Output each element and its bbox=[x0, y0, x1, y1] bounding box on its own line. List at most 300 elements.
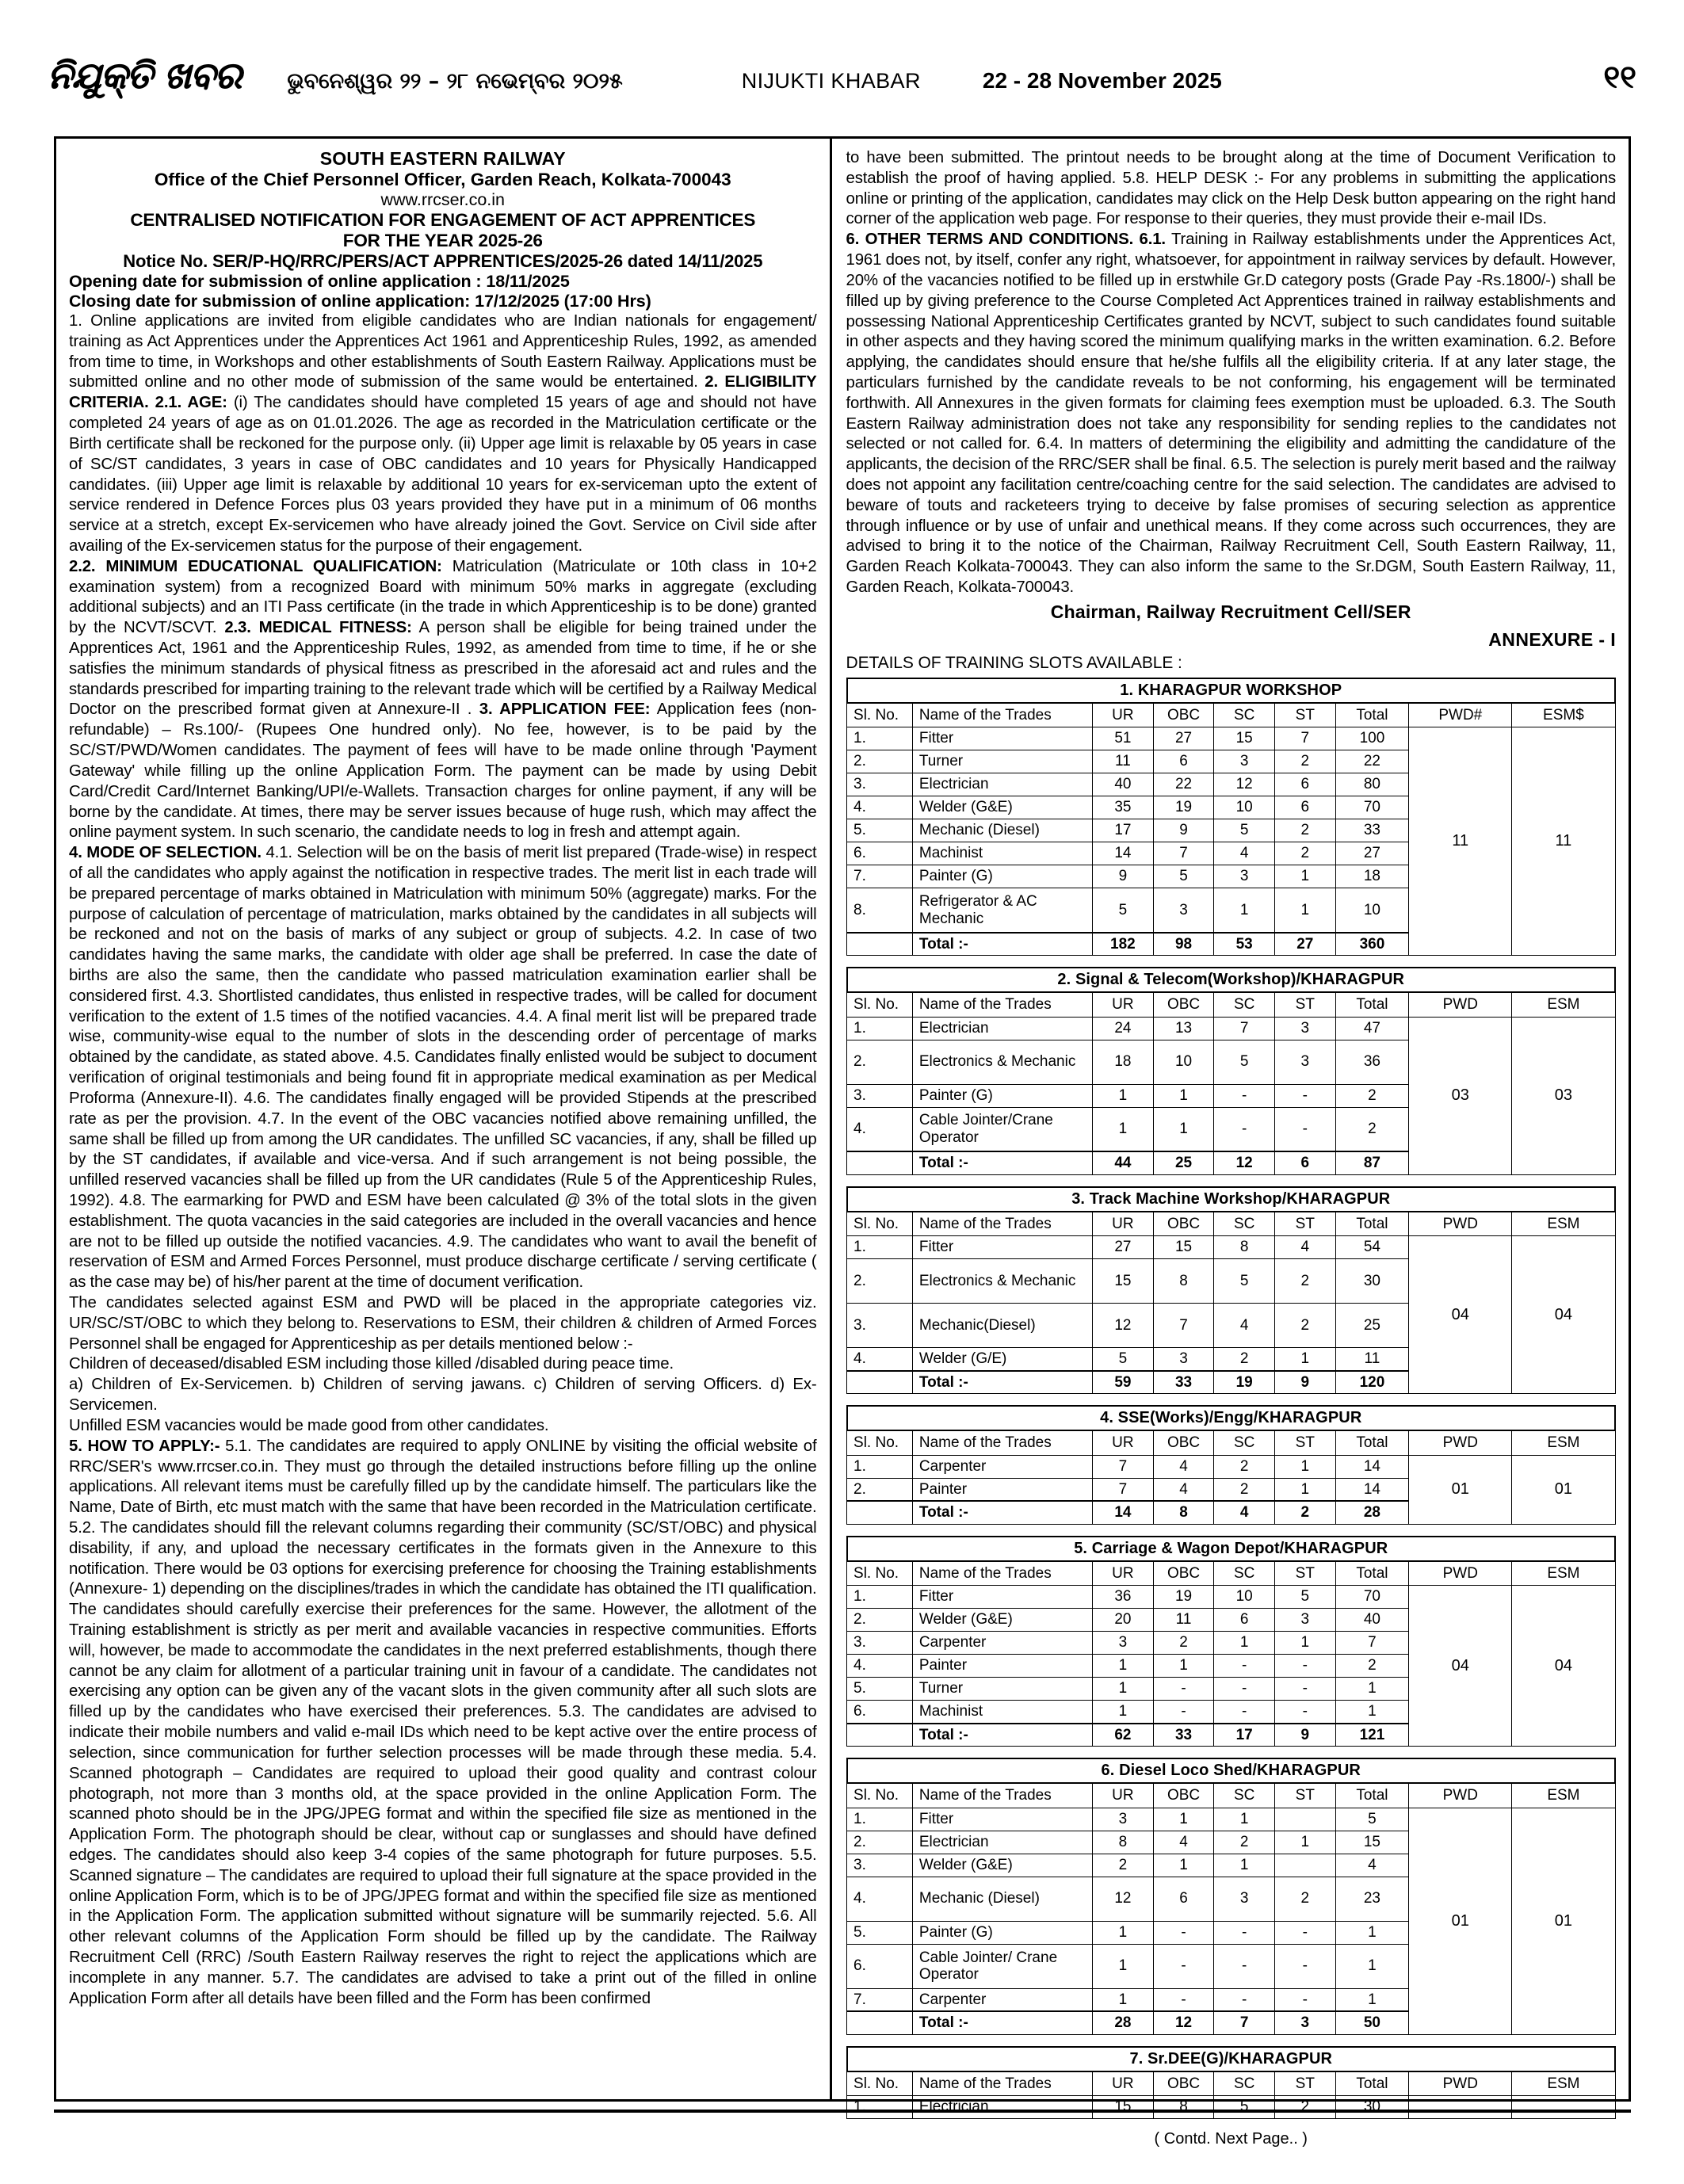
table-cell: 1 bbox=[1274, 1348, 1335, 1371]
table-cell: 6 bbox=[1153, 1877, 1214, 1921]
column-header: Name of the Trades bbox=[912, 1783, 1092, 1808]
table-total-cell: 44 bbox=[1093, 1151, 1154, 1174]
table-cell: 1 bbox=[1093, 1107, 1154, 1151]
table-cell: 3. bbox=[847, 1854, 913, 1877]
slots-label: DETAILS OF TRAINING SLOTS AVAILABLE : bbox=[846, 653, 1182, 672]
table-cell: 1 bbox=[1274, 1831, 1335, 1854]
table-total-cell bbox=[847, 933, 913, 956]
paragraph-esm-list: a) Children of Ex-Servicemen. b) Children of serving jawans. c) Children of serving Officers. d) Ex-Servicemen. bbox=[69, 1376, 817, 1415]
table-cell: 7 bbox=[1153, 842, 1214, 865]
table-total-cell: 8 bbox=[1153, 1501, 1214, 1524]
table-total-cell: 19 bbox=[1214, 1371, 1275, 1394]
table-cell: 15 bbox=[1153, 1236, 1214, 1259]
table-caption: 4. SSE(Works)/Engg/KHARAGPUR bbox=[847, 1406, 1615, 1430]
table-cell: 51 bbox=[1093, 727, 1154, 750]
table-cell: 27 bbox=[1153, 727, 1214, 750]
table-cell: - bbox=[1274, 1988, 1335, 2011]
column-header: PWD bbox=[1409, 1212, 1512, 1236]
table-cell: 1. bbox=[847, 2096, 913, 2119]
table-total-cell: 87 bbox=[1335, 1151, 1409, 1174]
table-cell: 1 bbox=[1153, 1808, 1214, 1831]
table-cell: 10 bbox=[1335, 888, 1409, 933]
table-cell: 2 bbox=[1214, 1348, 1275, 1371]
paragraph-esm: The candidates selected against ESM and PWD will be placed in the appropriate categories viz. UR/SC/ST/OBC to which they belong to. Reservations to ESM, their children & children of Armed Forces Personnel shall be engaged for Apprenticeship as per details mentioned below :- bbox=[69, 1294, 817, 1353]
table-total-cell: 17 bbox=[1214, 1724, 1275, 1747]
table-cell: 54 bbox=[1335, 1236, 1409, 1259]
table-cell: 1. bbox=[847, 1455, 913, 1478]
table-cell: 36 bbox=[1093, 1586, 1154, 1609]
column-header: ST bbox=[1274, 1561, 1335, 1586]
pwd-cell bbox=[1409, 2096, 1512, 2119]
table-cell: 1 bbox=[1214, 1808, 1275, 1831]
table-cell: 1 bbox=[1214, 1854, 1275, 1877]
table-total-cell: Total :- bbox=[912, 933, 1092, 956]
table-cell: 1 bbox=[1274, 888, 1335, 933]
table-header-row bbox=[847, 2071, 1615, 2096]
table-caption: 1. KHARAGPUR WORKSHOP bbox=[847, 678, 1615, 703]
qualification-body: Matriculation (Matriculate or 10th class in 10+2 examination system) from a recognized Board with minimum 50% marks in aggregate (excluding additional subjects) and an ITI Pass certificate (in the trade in which Apprenticeship is to be done) granted by the NCVT/SCVT. bbox=[69, 557, 817, 637]
table-total-cell bbox=[847, 1371, 913, 1394]
table-cell: 5 bbox=[1214, 1040, 1275, 1084]
table-cell: 8 bbox=[1153, 2096, 1214, 2119]
terms-heading: 6. OTHER TERMS AND CONDITIONS. 6.1. bbox=[846, 231, 1166, 249]
table-total-cell: 9 bbox=[1274, 1724, 1335, 1747]
column-header: Sl. No. bbox=[847, 1783, 913, 1808]
table-total-cell: 9 bbox=[1274, 1371, 1335, 1394]
table-cell: Mechanic (Diesel) bbox=[912, 819, 1092, 842]
table-cell: 2 bbox=[1274, 1259, 1335, 1304]
paragraph-esm-unfilled: Unfilled ESM vacancies would be made good from other candidates. bbox=[69, 1416, 549, 1434]
table-cell: - bbox=[1153, 1701, 1214, 1724]
table-cell: 2 bbox=[1335, 1655, 1409, 1678]
table-cell: 3 bbox=[1214, 1877, 1275, 1921]
table-cell: 1. bbox=[847, 1586, 913, 1609]
column-header: SC bbox=[1214, 1212, 1275, 1236]
column-header: OBC bbox=[1153, 1212, 1214, 1236]
table-cell: 33 bbox=[1335, 819, 1409, 842]
table-caption: 3. Track Machine Workshop/KHARAGPUR bbox=[847, 1187, 1615, 1212]
column-header: Name of the Trades bbox=[912, 1561, 1092, 1586]
table-cell: - bbox=[1214, 1084, 1275, 1107]
column-header: PWD bbox=[1409, 1430, 1512, 1455]
table-cell: 2 bbox=[1093, 1854, 1154, 1877]
table-cell: 9 bbox=[1153, 819, 1214, 842]
table-cell: 2. bbox=[847, 1831, 913, 1854]
paragraph-esm-children: Children of deceased/disabled ESM including those killed /disabled during peace time. bbox=[69, 1355, 674, 1373]
table-cell: 23 bbox=[1335, 1877, 1409, 1921]
column-header: Name of the Trades bbox=[912, 2071, 1092, 2096]
table-cell: 5 bbox=[1214, 1259, 1275, 1304]
table-cell: 2. bbox=[847, 750, 913, 773]
table-cell: Fitter bbox=[912, 727, 1092, 750]
fee-heading: 3. APPLICATION FEE: bbox=[479, 701, 651, 719]
issue-date: 22 - 28 November 2025 bbox=[982, 68, 1222, 93]
table-cell: 25 bbox=[1335, 1304, 1409, 1348]
table-cell: 2 bbox=[1274, 819, 1335, 842]
table-cell: Painter (G) bbox=[912, 1921, 1092, 1944]
table-total-cell: 59 bbox=[1093, 1371, 1154, 1394]
table-cell: Electrician bbox=[912, 1017, 1092, 1040]
column-header: Sl. No. bbox=[847, 1212, 913, 1236]
table-cell: 1. bbox=[847, 1017, 913, 1040]
table-cell: 4 bbox=[1335, 1854, 1409, 1877]
table-cell: 100 bbox=[1335, 727, 1409, 750]
table-cell: Carpenter bbox=[912, 1988, 1092, 2011]
table-cell: 12 bbox=[1093, 1877, 1154, 1921]
table-cell: 5 bbox=[1214, 2096, 1275, 2119]
table-caption: 6. Diesel Loco Shed/KHARAGPUR bbox=[847, 1758, 1615, 1783]
table-cell: 7 bbox=[1335, 1632, 1409, 1655]
column-header: OBC bbox=[1153, 1783, 1214, 1808]
column-header: ESM bbox=[1512, 992, 1615, 1017]
table-cell: 2 bbox=[1153, 1632, 1214, 1655]
table-cell: Welder (G&E) bbox=[912, 796, 1092, 819]
table-cell: 14 bbox=[1335, 1455, 1409, 1478]
table-cell: 4 bbox=[1214, 842, 1275, 865]
table-cell: 1 bbox=[1153, 1655, 1214, 1678]
column-header: ST bbox=[1274, 1430, 1335, 1455]
column-header: Total bbox=[1335, 1783, 1409, 1808]
training-slots-table bbox=[846, 1536, 1616, 1747]
esm-cell: 01 bbox=[1512, 1808, 1615, 2034]
table-cell: 35 bbox=[1093, 796, 1154, 819]
table-cell: 5. bbox=[847, 819, 913, 842]
paragraph-selection bbox=[69, 843, 817, 1293]
training-slots-table bbox=[846, 967, 1616, 1175]
table-total-cell: Total :- bbox=[912, 1371, 1092, 1394]
table-cell: 2 bbox=[1335, 1107, 1409, 1151]
pwd-cell: 01 bbox=[1409, 1455, 1512, 1524]
table-cell: 2. bbox=[847, 1040, 913, 1084]
table-cell: 3 bbox=[1274, 1017, 1335, 1040]
table-total-cell: 360 bbox=[1335, 933, 1409, 956]
table-total-cell: 98 bbox=[1153, 933, 1214, 956]
table-cell: 4 bbox=[1153, 1455, 1214, 1478]
notification-sheet bbox=[54, 136, 1631, 2148]
table-cell: - bbox=[1274, 1655, 1335, 1678]
selection-heading: 4. MODE OF SELECTION. bbox=[69, 844, 262, 862]
column-header: ESM$ bbox=[1512, 703, 1615, 727]
para-1-text: 1. Online applications are invited from eligible candidates who are Indian nationals for engagement/ training as Act Apprentices under the Apprentices Act 1961 and Apprenticeship Rules, 1992, as amended from time to time, in Workshops and other establishments of South Eastern Railway. Applications must be submitted online and no other mode of submission of the same would be entertained. bbox=[69, 312, 817, 391]
selection-body: 4.1. Selection will be on the basis of merit list prepared (Trade-wise) in respect of all the candidates who apply against the notification in respective trades. The merit list in each trade will be prepared percentage of marks obtained in Matriculation with minimum 50% (aggregate) marks. For the purpose of calculation of percentage of matriculation, marks obtained by the candidates in all subjects will be reckoned and not on the basis of marks of any subject or group of subjects. 4.2. In case of two candidates having the same marks, the candidate with older age shall be preferred. In case the date of births are also the same, then the candidate who passed matriculation examination earlier shall be considered first. 4.3. Shortlisted candidates, thus enlisted in respective trades, will be called for document verification to the extent of 1.5 times of the notified vacancies. 4.4. A final merit list will be prepared trade wise, community-wise equal to the number of slots in the descending order of percentage of marks obtained by the candidate, as stated above. 4.5. Candidates finally enlisted would be subject to document verification of original testimonials and being found fit in appropriate medical examination as per Medical Proforma (Annexure-II). 4.6. The candidates finally engaged will be provided Stipends at the prescribed rate as per the provision. 4.7. In the event of the OBC vacancies notified above remaining unfilled, the same shall be filled up from among the UR candidates. The unfilled SC vacancies, if any, shall be filled up by the ST candidates, if available and vice-versa. And if such arrangement is not being possible, the unfilled reserved vacancies shall be filled up from the UR candidates (Rule 5 of the Apprenticeship Rules, 1992). 4.8. The earmarking for PWD and ESM have been calculated @ 3% of the total slots in the given establishment. The quota vacancies in the said categories are included in the overall vacancies and hence are not to be filled up outside the notified vacancies. 4.9. The candidates who want to avail the benefit of reservation of ESM and Armed Forces Personnel, must produce discharge certificate / serving certificate ( as the case may be) of his/her parent at the time of document verification. bbox=[69, 844, 817, 1292]
table-cell: 1 bbox=[1274, 865, 1335, 888]
table-cell: 1 bbox=[1093, 1921, 1154, 1944]
table-total-cell: 12 bbox=[1153, 2011, 1214, 2034]
table-cell: 24 bbox=[1093, 1017, 1154, 1040]
column-header: ESM bbox=[1512, 1212, 1615, 1236]
table-cell: - bbox=[1274, 1678, 1335, 1701]
annexure-label: ANNEXURE - I bbox=[1488, 628, 1616, 650]
website-url: www.rrcser.co.in bbox=[380, 190, 506, 209]
table-cell: 1 bbox=[1214, 888, 1275, 933]
table-cell: 5. bbox=[847, 1678, 913, 1701]
training-slots-table bbox=[846, 1186, 1616, 1395]
table-cell: - bbox=[1153, 1921, 1214, 1944]
newspaper-name-latin: NIJUKTI KHABAR bbox=[741, 69, 921, 93]
training-slots-table bbox=[846, 1405, 1616, 1525]
table-cell: - bbox=[1214, 1655, 1275, 1678]
table-cell: - bbox=[1214, 1921, 1275, 1944]
table-total-cell: 182 bbox=[1093, 933, 1154, 956]
table-cell: - bbox=[1214, 1107, 1275, 1151]
table-cell: Machinist bbox=[912, 842, 1092, 865]
table-cell: 12 bbox=[1093, 1304, 1154, 1348]
table-cell: - bbox=[1274, 1084, 1335, 1107]
terms-body: Training in Railway establishments under the Apprentices Act, 1961 does not, by itself, confer any right, whatsoever, for appointment in railway services by default. However, 20% of the vacancies notified to be filled up in erstwhile Gr.D category posts (Grade Pay -Rs.1800/-) shall be filled up by giving preference to the Course Completed Act Apprentices trained in railway establishments and possessing National Apprenticeship Certificates granted by NCVT, subject to such candidates found suitable in other aspects and they having scored the minimum qualifying marks in the written examination. 6.2. Before applying, the candidates should ensure that he/she fulfils all the eligibility criteria. If at any later stage, the particulars furnished by the candidate reveals to be not conforming, his engagement will be terminated forthwith. All Annexures in the given formats for claiming fees exemption must be uploaded. 6.3. The South Eastern Railway administration does not take any responsibility for sending replies to the candidates not selected or not called for. 6.4. In matters of determining the eligibility and admitting the candidature of the applicants, the decision of the RRC/SER shall be final. 6.5. The selection is purely merit based and the railway does not appoint any facilitation centre/coaching centre for the said selection. The candidates are advised to beware of touts and racketeers trying to deceive by false promises of securing selection as apprentice through influence or by use of unfair and unethical means. If they come across such occurrences, they are advised to bring it to the notice of the Chairman, Railway Recruitment Cell, South Eastern Railway, 11, Garden Reach Kolkata-700043. They can also inform the same to the Sr.DGM, South Eastern Railway, 11, Garden Reach, Kolkata-700043. bbox=[846, 231, 1616, 597]
table-cell: - bbox=[1153, 1988, 1214, 2011]
column-header: SC bbox=[1214, 1561, 1275, 1586]
fee-body: Application fees (non-refundable) – Rs.100/- (Rupees One hundred only). No fee, however, is to be paid by the SC/ST/PWD/Women candidates. The payment of fees will have to be made online through 'Payment Gateway' while filling up the online Application Form. The payment can be made by using Debit Card/Credit Card/Internet Banking/UPI/e-Wallets. Transaction charges for online payment, if any will be borne by the candidate. At times, there may be server issues because of huge rush, which may affect the online payment system. In such scenario, the candidate needs to log in fresh and attempt again. bbox=[69, 701, 817, 842]
table-cell: Refrigerator & AC Mechanic bbox=[912, 888, 1092, 933]
table-row bbox=[847, 1586, 1615, 1609]
column-header: PWD bbox=[1409, 2071, 1512, 2096]
table-cell: 40 bbox=[1335, 1609, 1409, 1632]
table-cell: Mechanic(Diesel) bbox=[912, 1304, 1092, 1348]
table-cell: Carpenter bbox=[912, 1455, 1092, 1478]
table-cell: 4. bbox=[847, 1655, 913, 1678]
table-cell: Painter (G) bbox=[912, 865, 1092, 888]
table-cell: 6 bbox=[1274, 773, 1335, 796]
table-total-cell: 2 bbox=[1274, 1501, 1335, 1524]
table-cell: - bbox=[1274, 1107, 1335, 1151]
table-cell: 1. bbox=[847, 1808, 913, 1831]
table-total-cell: 28 bbox=[1093, 2011, 1154, 2034]
medical-heading: 2.3. MEDICAL FITNESS: bbox=[224, 619, 412, 637]
table-cell: 6 bbox=[1274, 796, 1335, 819]
table-cell: Electrician bbox=[912, 773, 1092, 796]
paragraph-1 bbox=[69, 311, 817, 557]
table-cell: Electrician bbox=[912, 1831, 1092, 1854]
table-cell: 10 bbox=[1214, 796, 1275, 819]
table-total-cell bbox=[847, 1724, 913, 1747]
esm-cell: 03 bbox=[1512, 1017, 1615, 1174]
table-cell: 5. bbox=[847, 1921, 913, 1944]
table-cell: - bbox=[1274, 1701, 1335, 1724]
table-cell: - bbox=[1274, 1944, 1335, 1988]
table-cell: 7 bbox=[1093, 1478, 1154, 1501]
closing-date: Closing date for submission of online application: 17/12/2025 (17:00 Hrs) bbox=[69, 292, 651, 311]
table-cell: 2 bbox=[1274, 750, 1335, 773]
table-cell: 15 bbox=[1093, 1259, 1154, 1304]
table-cell: 11 bbox=[1153, 1609, 1214, 1632]
column-header: UR bbox=[1093, 1430, 1154, 1455]
table-row bbox=[847, 727, 1615, 750]
table-cell: 3. bbox=[847, 1632, 913, 1655]
table-total-cell: 3 bbox=[1274, 2011, 1335, 2034]
table-cell: - bbox=[1274, 1921, 1335, 1944]
table-cell: 4. bbox=[847, 796, 913, 819]
table-cell: - bbox=[1214, 1944, 1275, 1988]
table-cell: Welder (G/E) bbox=[912, 1348, 1092, 1371]
table-cell: - bbox=[1214, 1678, 1275, 1701]
table-cell: 2. bbox=[847, 1259, 913, 1304]
column-header: OBC bbox=[1153, 1430, 1214, 1455]
esm-cell: 01 bbox=[1512, 1455, 1615, 1524]
column-header: UR bbox=[1093, 1212, 1154, 1236]
table-cell: 2 bbox=[1214, 1831, 1275, 1854]
office-address: Office of the Chief Personnel Officer, Garden Reach, Kolkata-700043 bbox=[154, 170, 731, 189]
column-header: ESM bbox=[1512, 1430, 1615, 1455]
column-header: SC bbox=[1214, 1430, 1275, 1455]
table-cell: 9 bbox=[1093, 865, 1154, 888]
table-cell: 40 bbox=[1093, 773, 1154, 796]
table-cell: Electrician bbox=[912, 2096, 1092, 2119]
table-cell: 5 bbox=[1153, 865, 1214, 888]
column-header: ESM bbox=[1512, 1783, 1615, 1808]
column-header: UR bbox=[1093, 992, 1154, 1017]
table-cell: 3 bbox=[1153, 1348, 1214, 1371]
table-cell: 1 bbox=[1093, 1988, 1154, 2011]
table-cell: 2. bbox=[847, 1609, 913, 1632]
table-cell: 1. bbox=[847, 1236, 913, 1259]
table-total-cell: Total :- bbox=[912, 1724, 1092, 1747]
pwd-cell: 11 bbox=[1409, 727, 1512, 956]
column-header: SC bbox=[1214, 703, 1275, 727]
eligibility-heading: 2. ELIGIBILITY CRITERIA. 2.1. AGE: bbox=[69, 373, 817, 412]
table-row bbox=[847, 2096, 1615, 2119]
table-cell: 3 bbox=[1153, 888, 1214, 933]
table-total-cell bbox=[847, 1501, 913, 1524]
table-cell: 36 bbox=[1335, 1040, 1409, 1084]
table-cell: 5 bbox=[1274, 1586, 1335, 1609]
table-cell: 1 bbox=[1335, 1944, 1409, 1988]
table-cell: - bbox=[1153, 1944, 1214, 1988]
table-cell: 4 bbox=[1214, 1304, 1275, 1348]
table-header-row bbox=[847, 1561, 1615, 1586]
left-column bbox=[56, 139, 832, 2099]
column-header: Total bbox=[1335, 2071, 1409, 2096]
table-cell: 30 bbox=[1335, 2096, 1409, 2119]
table-cell: - bbox=[1153, 1678, 1214, 1701]
table-cell: 70 bbox=[1335, 796, 1409, 819]
table-cell: 19 bbox=[1153, 1586, 1214, 1609]
column-header: PWD# bbox=[1409, 703, 1512, 727]
table-total-cell: 33 bbox=[1153, 1371, 1214, 1394]
column-header: Total bbox=[1335, 992, 1409, 1017]
esm-cell bbox=[1512, 2096, 1615, 2119]
table-cell: Mechanic (Diesel) bbox=[912, 1877, 1092, 1921]
table-row bbox=[847, 1808, 1615, 1831]
table-cell bbox=[1274, 1808, 1335, 1831]
apply-body: 5.1. The candidates are required to apply ONLINE by visiting the official website of RRC/SER's www.rrcser.co.in. They must go through the detailed instructions before filling up the online applications. All relevant items must be carefully filled up by the candidate himself. The particulars like the Name, Date of Birth, etc must match with the same that have been recorded in the Matriculation certificate. 5.2. The candidates should fill the relevant columns regarding their community (SC/ST/OBC) and physical disability, if any, and upload the necessary certificates in the formats given in the Annexure to this notification. There would be 03 options for exercising preference for choosing the Training establishments (Annexure- 1) depending on the disciplines/trades in which the candidate has obtained the ITI qualification. The candidates should carefully exercise their preferences for the same. However, the allotment of the Training establishment is strictly as per merit and available vacancies in respective communities. Efforts will, however, be made to accommodate the candidates in the next preferred establishments, though there cannot be any claim for allotment of a particular training unit in favour of a candidate. The candidates not exercising any option can be given any of the vacant slots in the given community after all such slots are filled up by the candidates who have exercised their preferences. 5.3. The candidates are advised to indicate their mobile numbers and valid e-mail IDs which need to be kept active over the entire process of selection, since communication for further selection processes will be made through these media. 5.4. Scanned photograph – Candidates are required to upload their good quality and contrast colour photograph, not more than 3 months old, at the space provided in the online Application Form. The scanned photo should be in the JPG/JPEG format and within the specified file size as mentioned in the Application Form. The photograph should be clear, without cap or sunglasses and should have defined edges. The candidates should also keep 3-4 copies of the same photograph for future purposes. 5.5. Scanned signature – The candidates are required to upload their full signature at the space provided in the online Application Form, which is to be of JPG/JPEG format and within the specified file size as mentioned in the Application Form. The application submitted without signature will be summarily rejected. 5.6. All other relevant columns of the Application Form should be filled up by the candidate. The Railway Recruitment Cell (RRC) /South Eastern Railway reserves the right to reject the applications which are incomplete in any manner. 5.7. The candidates are advised to take a print out of the filled in online Application Form after all details have been filled and the Form has been confirmed bbox=[69, 1437, 817, 2007]
notification-headline: CENTRALISED NOTIFICATION FOR ENGAGEMENT OF ACT APPRENTICES bbox=[130, 210, 756, 230]
table-cell: 15 bbox=[1214, 727, 1275, 750]
table-total-cell: Total :- bbox=[912, 1151, 1092, 1174]
table-cell: Painter bbox=[912, 1655, 1092, 1678]
table-cell: 5 bbox=[1093, 888, 1154, 933]
paragraph-continuation: to have been submitted. The printout needs to be brought along at the time of Document Verification to establish the proof of having applied. 5.8. HELP DESK :- For any problems in submitting the applications online or printing of the application, candidates may click on the Help Desk button appearing on the right hand corner of the application web page. For response to their queries, they must provide their e-mail IDs. bbox=[846, 149, 1616, 228]
table-cell: 1 bbox=[1153, 1107, 1214, 1151]
table-cell: 3. bbox=[847, 773, 913, 796]
table-cell: 2 bbox=[1274, 1877, 1335, 1921]
table-cell: 3 bbox=[1274, 1040, 1335, 1084]
table-cell: 80 bbox=[1335, 773, 1409, 796]
table-cell: 22 bbox=[1335, 750, 1409, 773]
table-cell: 3 bbox=[1093, 1808, 1154, 1831]
table-cell: 1 bbox=[1093, 1678, 1154, 1701]
table-cell: 2 bbox=[1274, 1304, 1335, 1348]
training-slots-table bbox=[846, 1758, 1616, 2035]
column-header: ESM bbox=[1512, 2071, 1615, 2096]
table-cell: 5 bbox=[1335, 1808, 1409, 1831]
table-cell: 1 bbox=[1093, 1701, 1154, 1724]
table-cell: Cable Jointer/ Crane Operator bbox=[912, 1944, 1092, 1988]
table-cell: 7. bbox=[847, 1988, 913, 2011]
column-header: ST bbox=[1274, 703, 1335, 727]
column-header: PWD bbox=[1409, 1783, 1512, 1808]
column-header: Sl. No. bbox=[847, 1430, 913, 1455]
bottom-rule bbox=[54, 2110, 1631, 2113]
column-header: Name of the Trades bbox=[912, 1212, 1092, 1236]
table-cell: 27 bbox=[1093, 1236, 1154, 1259]
column-header: Sl. No. bbox=[847, 1561, 913, 1586]
table-cell: 2. bbox=[847, 1478, 913, 1501]
table-cell: 8. bbox=[847, 888, 913, 933]
table-cell: 3. bbox=[847, 1304, 913, 1348]
qualification-heading: 2.2. MINIMUM EDUCATIONAL QUALIFICATION: bbox=[69, 557, 442, 575]
table-header-row bbox=[847, 703, 1615, 727]
table-cell: Turner bbox=[912, 1678, 1092, 1701]
table-cell: 5 bbox=[1093, 1348, 1154, 1371]
table-cell: Fitter bbox=[912, 1586, 1092, 1609]
table-cell: 1 bbox=[1093, 1084, 1154, 1107]
table-cell: 7. bbox=[847, 865, 913, 888]
table-cell: 3 bbox=[1274, 1609, 1335, 1632]
column-header: ST bbox=[1274, 992, 1335, 1017]
column-header: Sl. No. bbox=[847, 703, 913, 727]
column-header: ST bbox=[1274, 1783, 1335, 1808]
table-total-cell: 53 bbox=[1214, 933, 1275, 956]
table-total-cell: Total :- bbox=[912, 2011, 1092, 2034]
table-cell: 4 bbox=[1274, 1236, 1335, 1259]
column-header: Total bbox=[1335, 1212, 1409, 1236]
table-total-cell: 120 bbox=[1335, 1371, 1409, 1394]
column-header: Sl. No. bbox=[847, 992, 913, 1017]
column-header: Total bbox=[1335, 703, 1409, 727]
esm-cell: 11 bbox=[1512, 727, 1615, 956]
table-total-cell: 4 bbox=[1214, 1501, 1275, 1524]
table-cell: 11 bbox=[1335, 1348, 1409, 1371]
pwd-cell: 03 bbox=[1409, 1017, 1512, 1174]
table-cell: 12 bbox=[1214, 773, 1275, 796]
table-cell: 2 bbox=[1274, 2096, 1335, 2119]
pwd-cell: 01 bbox=[1409, 1808, 1512, 2034]
signatory: Chairman, Railway Recruitment Cell/SER bbox=[1050, 601, 1411, 622]
column-header: OBC bbox=[1153, 2071, 1214, 2096]
table-cell: 6 bbox=[1153, 750, 1214, 773]
table-header-row bbox=[847, 992, 1615, 1017]
table-cell: 22 bbox=[1153, 773, 1214, 796]
right-column bbox=[832, 139, 1629, 2148]
table-cell: 7 bbox=[1093, 1455, 1154, 1478]
page-number: ୧୧ bbox=[1603, 59, 1636, 96]
table-cell: 3 bbox=[1214, 865, 1275, 888]
table-caption: 7. Sr.DEE(G)/KHARAGPUR bbox=[847, 2047, 1615, 2071]
table-cell: 20 bbox=[1093, 1609, 1154, 1632]
table-cell: 4 bbox=[1153, 1478, 1214, 1501]
pwd-cell: 04 bbox=[1409, 1586, 1512, 1747]
table-cell: 1 bbox=[1274, 1478, 1335, 1501]
table-cell: 1 bbox=[1274, 1455, 1335, 1478]
column-header: Total bbox=[1335, 1430, 1409, 1455]
table-cell: 3 bbox=[1214, 750, 1275, 773]
table-cell: 18 bbox=[1093, 1040, 1154, 1084]
table-total-cell bbox=[847, 1151, 913, 1174]
table-total-cell: 14 bbox=[1093, 1501, 1154, 1524]
table-cell: 19 bbox=[1153, 796, 1214, 819]
table-total-cell: 33 bbox=[1153, 1724, 1214, 1747]
medical-body: A person shall be eligible for being trained under the Apprentices Act, 1961 and the Apprenticeship Rules, 1992, as amended from time to time, if he or she satisfies the minimum standards of physical fitness as prescribed in the aforesaid act and rules and the standards prescribed for imparting training to the relevant trade which will be certified by a Railway Medical Doctor on the prescribed format given at Annexure-II . bbox=[69, 619, 817, 719]
